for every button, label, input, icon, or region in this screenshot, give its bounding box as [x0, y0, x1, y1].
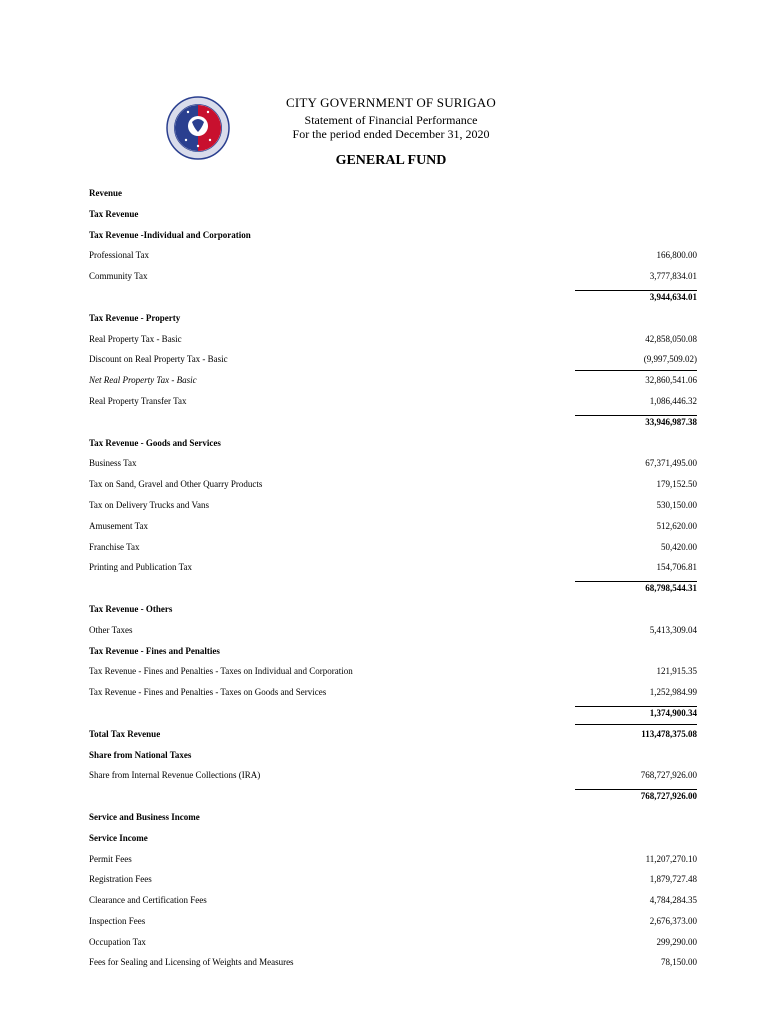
- section-heading: [89, 433, 697, 454]
- section-heading: [89, 308, 697, 329]
- financial-table: [89, 183, 697, 973]
- row-label: Real Property Tax - Basic: [89, 333, 182, 344]
- subtotal-row: [89, 578, 697, 599]
- table-row: [89, 890, 697, 911]
- row-amount: 3,944,634.01: [649, 291, 697, 302]
- row-label: Real Property Transfer Tax: [89, 395, 187, 406]
- table-row: [89, 682, 697, 703]
- row-amount: 768,727,926.00: [640, 791, 697, 802]
- section-heading: [89, 599, 697, 620]
- row-amount: 1,374,900.34: [649, 707, 697, 718]
- subtotal-row: [89, 786, 697, 807]
- total-row: [89, 724, 697, 745]
- row-amount: 512,620.00: [656, 520, 697, 531]
- row-amount: 179,152.50: [656, 479, 697, 490]
- subtotal-row: [89, 287, 697, 308]
- section-heading: [89, 641, 697, 662]
- table-row: [89, 474, 697, 495]
- table-row: [89, 557, 697, 578]
- row-amount: 33,946,987.38: [645, 416, 697, 427]
- table-row: [89, 661, 697, 682]
- row-label: Revenue: [89, 188, 122, 198]
- section-heading: [89, 828, 697, 849]
- row-amount: 3,777,834.01: [649, 271, 697, 282]
- row-label: Tax on Delivery Trucks and Vans: [89, 499, 209, 510]
- city-seal-logo: [166, 96, 230, 160]
- row-label: Clearance and Certification Fees: [89, 895, 207, 906]
- section-heading: [89, 183, 697, 204]
- row-label: Printing and Publication Tax: [89, 562, 192, 573]
- row-label: Registration Fees: [89, 874, 152, 885]
- section-heading: [89, 807, 697, 828]
- row-label: Community Tax: [89, 271, 148, 282]
- table-row: [89, 911, 697, 932]
- row-label: Tax Revenue - Fines and Penalties: [89, 645, 220, 656]
- table-row: [89, 516, 697, 537]
- row-label: Inspection Fees: [89, 915, 146, 926]
- row-label: Tax Revenue -Individual and Corporation: [89, 229, 251, 240]
- reporting-period: For the period ended December 31, 2020: [292, 127, 490, 141]
- table-row: [89, 869, 697, 890]
- row-label: Franchise Tax: [89, 541, 140, 552]
- row-amount: 67,371,495.00: [645, 458, 697, 469]
- row-label: Tax Revenue - Fines and Penalties - Taxes on Goods and Services: [89, 687, 327, 698]
- row-label: Fees for Sealing and Licensing of Weights and Measures: [89, 957, 294, 968]
- table-row: [89, 329, 697, 350]
- net-row: [89, 370, 697, 391]
- row-amount: 42,858,050.08: [645, 333, 697, 344]
- row-label: Amusement Tax: [89, 520, 148, 531]
- table-row: [89, 391, 697, 412]
- table-row: [89, 952, 697, 973]
- row-label: Other Taxes: [89, 624, 133, 635]
- row-label: Business Tax: [89, 458, 137, 469]
- row-label: Professional Tax: [89, 250, 149, 261]
- row-label: Tax on Sand, Gravel and Other Quarry Products: [89, 479, 263, 490]
- row-label: Tax Revenue: [89, 208, 139, 219]
- table-row: [89, 453, 697, 474]
- fund-title: GENERAL FUND: [335, 153, 447, 168]
- row-amount: 299,290.00: [656, 936, 697, 947]
- subtotal-row: [89, 703, 697, 724]
- row-label: Service and Business Income: [89, 811, 200, 822]
- table-row: [89, 849, 697, 870]
- row-label: Share from Internal Revenue Collections (IRA): [89, 770, 261, 781]
- table-row: [89, 349, 697, 370]
- row-amount: 78,150.00: [661, 957, 697, 968]
- table-row: [89, 266, 697, 287]
- table-row: [89, 620, 697, 641]
- row-amount: 154,706.81: [656, 562, 697, 573]
- row-label: Service Income: [89, 832, 148, 843]
- row-amount: 5,413,309.04: [649, 624, 697, 635]
- row-label: Tax Revenue - Goods and Services: [89, 437, 221, 448]
- row-label: Tax Revenue - Fines and Penalties - Taxes on Individual and Corporation: [89, 666, 353, 677]
- row-amount: 1,086,446.32: [649, 395, 697, 406]
- row-label: Tax Revenue - Property: [89, 312, 181, 323]
- row-label: Occupation Tax: [89, 936, 146, 947]
- row-amount: 768,727,926.00: [640, 770, 697, 781]
- section-heading: [89, 225, 697, 246]
- row-amount: 1,252,984.99: [649, 687, 697, 698]
- row-amount: 166,800.00: [656, 250, 697, 261]
- statement-title: Statement of Financial Performance: [304, 113, 478, 127]
- row-label: Tax Revenue - Others: [89, 603, 173, 614]
- row-amount: 2,676,373.00: [649, 915, 697, 926]
- row-amount: 68,798,544.31: [645, 583, 697, 594]
- row-label: Total Tax Revenue: [89, 728, 161, 739]
- row-amount: 121,915.35: [656, 666, 697, 677]
- row-amount: 32,860,541.06: [645, 375, 697, 386]
- row-amount: 11,207,270.10: [645, 853, 697, 864]
- section-heading: [89, 745, 697, 766]
- table-row: [89, 932, 697, 953]
- row-label: Share from National Taxes: [89, 749, 192, 760]
- table-row: [89, 495, 697, 516]
- row-amount: 1,879,727.48: [649, 874, 697, 885]
- subtotal-row: [89, 412, 697, 433]
- table-row: [89, 245, 697, 266]
- row-amount: 50,420.00: [661, 541, 697, 552]
- document-header: [250, 95, 532, 141]
- table-row: [89, 537, 697, 558]
- row-label: Discount on Real Property Tax - Basic: [89, 354, 228, 365]
- row-label: Permit Fees: [89, 853, 132, 864]
- row-amount: (9,997,509.02): [643, 354, 697, 365]
- section-heading: [89, 204, 697, 225]
- organization-name: CITY GOVERNMENT OF SURIGAO: [286, 95, 496, 110]
- row-amount: 530,150.00: [656, 499, 697, 510]
- table-row: [89, 765, 697, 786]
- row-amount: 113,478,375.08: [641, 728, 697, 739]
- row-label: Net Real Property Tax - Basic: [89, 375, 197, 386]
- row-amount: 4,784,284.35: [649, 895, 697, 906]
